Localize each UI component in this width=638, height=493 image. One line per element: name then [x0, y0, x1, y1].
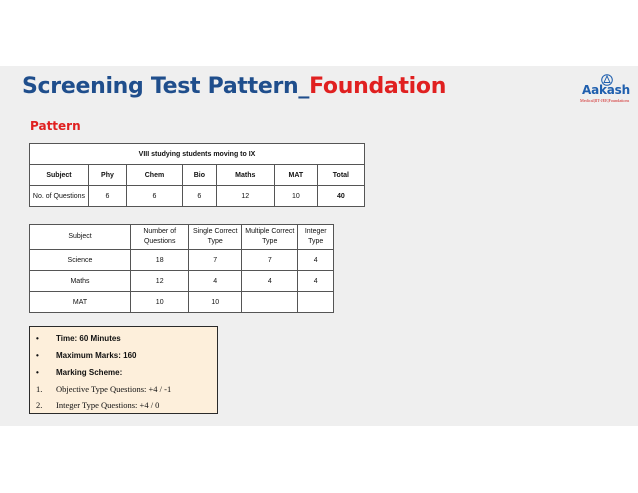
table2-cell: Maths — [30, 271, 131, 292]
table1-header: Total — [317, 165, 364, 186]
title-main: Screening Test Pattern_ — [22, 74, 310, 99]
table1-cell: 6 — [183, 186, 217, 207]
table2-cell: 18 — [131, 250, 189, 271]
section-subtitle: Pattern — [30, 119, 81, 133]
number-marker: 2. — [36, 400, 43, 410]
info-item-marking-scheme — [36, 368, 122, 377]
table2-header: Multiple Correct Type — [242, 225, 298, 250]
table2-cell: 10 — [189, 292, 242, 313]
table1-cell: 6 — [89, 186, 127, 207]
table2-cell: 7 — [189, 250, 242, 271]
table2-cell: 4 — [242, 271, 298, 292]
table2-cell: MAT — [30, 292, 131, 313]
pattern-table-class-viii — [29, 143, 365, 207]
table2-header: Subject — [30, 225, 131, 250]
table2-header: Integer Type — [298, 225, 334, 250]
table-row — [30, 271, 334, 292]
table1-header: Maths — [216, 165, 274, 186]
table1-cell: No. of Questions — [30, 186, 89, 207]
page-title — [22, 74, 446, 99]
table2-header: Number of Questions — [131, 225, 189, 250]
bullet-marker: • — [36, 334, 39, 343]
aakash-logo — [580, 76, 636, 104]
table2-cell: 4 — [298, 271, 334, 292]
info-item-text: Marking Scheme: — [56, 368, 123, 377]
table1-header: Bio — [183, 165, 217, 186]
bullet-marker: • — [36, 368, 39, 377]
table2-cell — [242, 292, 298, 313]
table1-cell: 12 — [216, 186, 274, 207]
table2-cell: Science — [30, 250, 131, 271]
table1-header: Subject — [30, 165, 89, 186]
table1-header: Phy — [89, 165, 127, 186]
info-item-integer — [36, 400, 159, 410]
bullet-marker: • — [36, 351, 39, 360]
info-item-text: Maximum Marks: 160 — [56, 351, 137, 360]
table2-header: Single Correct Type — [189, 225, 242, 250]
table2-cell: 10 — [131, 292, 189, 313]
table1-caption: VIII studying students moving to IX — [30, 144, 365, 165]
table2-cell: 7 — [242, 250, 298, 271]
logo-brand: Aakash — [582, 83, 630, 97]
title-accent: Foundation — [309, 74, 447, 99]
table2-cell: 12 — [131, 271, 189, 292]
info-item-max-marks — [36, 351, 136, 360]
info-item-text: Integer Type Questions: +4 / 0 — [56, 400, 160, 410]
number-marker: 1. — [36, 384, 43, 394]
table-row — [30, 292, 334, 313]
info-item-time — [36, 334, 121, 343]
table2-cell: 4 — [298, 250, 334, 271]
table1-cell-total: 40 — [317, 186, 364, 207]
table1-header: MAT — [274, 165, 317, 186]
table2-cell — [298, 292, 334, 313]
info-item-objective — [36, 384, 171, 394]
table2-cell: 4 — [189, 271, 242, 292]
table1-cell: 10 — [274, 186, 317, 207]
logo-tagline: Medical|IIT-JEE|Foundations — [580, 98, 630, 103]
table1-header: Chem — [126, 165, 182, 186]
table1-cell: 6 — [126, 186, 182, 207]
table-row — [30, 250, 334, 271]
exam-info-box — [29, 326, 218, 414]
info-item-text: Objective Type Questions: +4 / -1 — [56, 384, 172, 394]
table-row — [30, 186, 365, 207]
info-item-text: Time: 60 Minutes — [56, 334, 121, 343]
question-type-table — [29, 224, 334, 313]
